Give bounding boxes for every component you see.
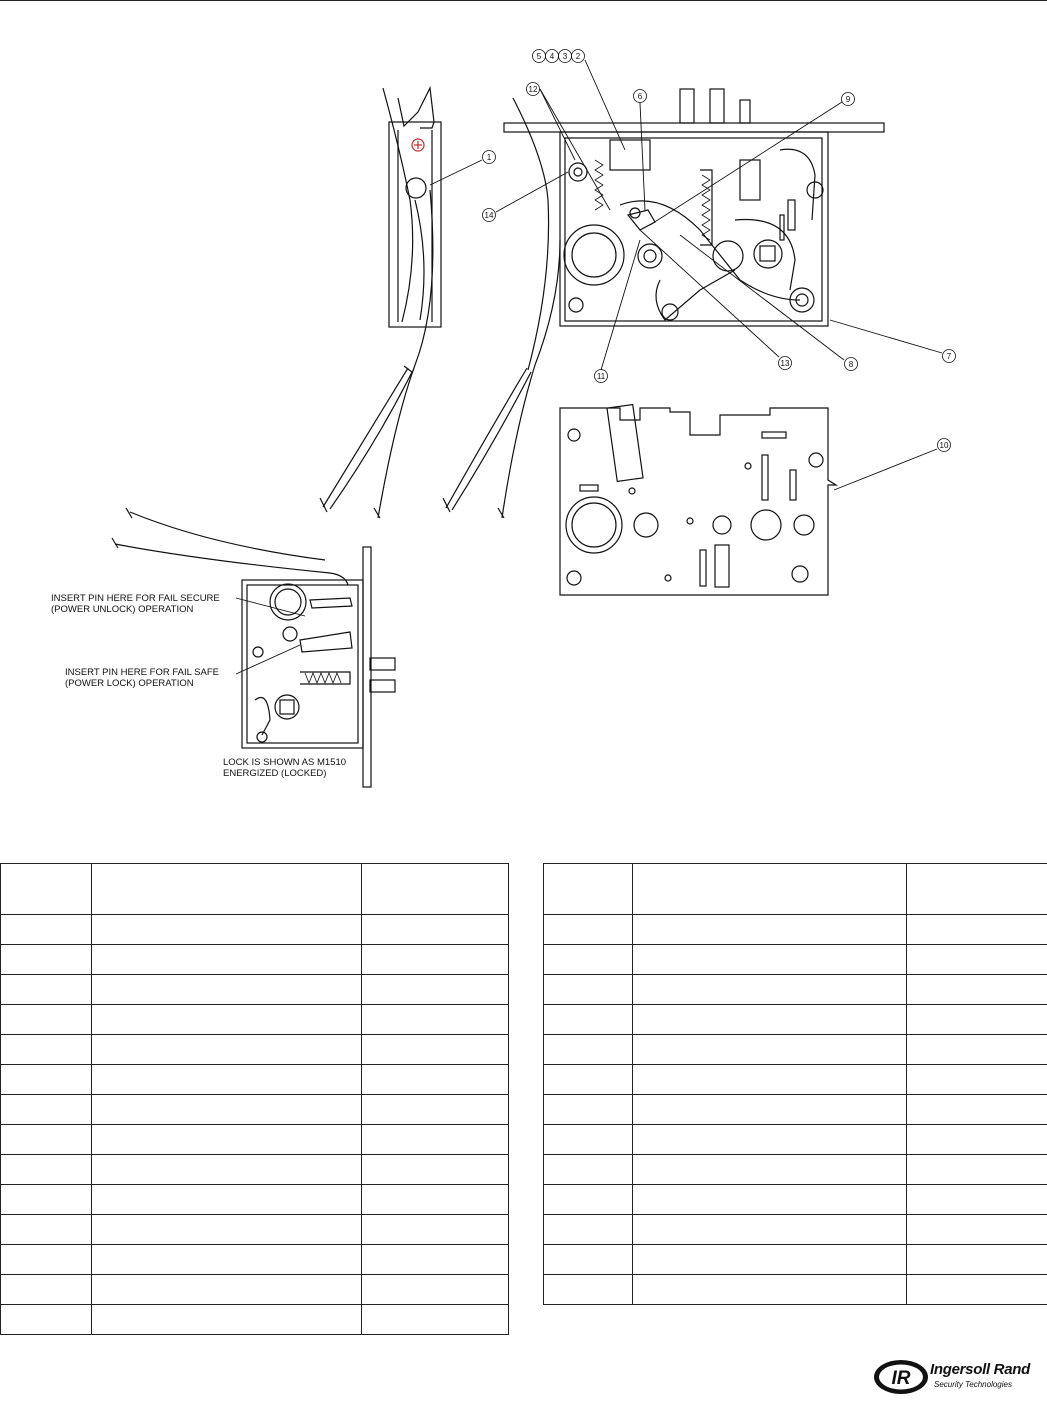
- note-fail-safe-line1: INSERT PIN HERE FOR FAIL SAFE: [65, 667, 219, 678]
- table-row: [1, 1125, 509, 1155]
- table-cell: [907, 915, 1047, 945]
- parts-table-left: [0, 863, 509, 1335]
- table-cell: [92, 1005, 362, 1035]
- table-row: [544, 1215, 1047, 1245]
- table-cell: [544, 1065, 633, 1095]
- table-row: [1, 945, 509, 975]
- table-cell: [1, 975, 92, 1005]
- table-cell: [1, 1035, 92, 1065]
- callout-3-label: 3: [562, 52, 568, 61]
- table-cell: [92, 1215, 362, 1245]
- callout-8-label: 8: [848, 360, 854, 369]
- table-cell: [633, 1155, 907, 1185]
- table-cell: [633, 1185, 907, 1215]
- header-cell: [633, 864, 907, 915]
- table-cell: [1, 1185, 92, 1215]
- header-cell: [907, 864, 1047, 915]
- table-row: [544, 975, 1047, 1005]
- table-cell: [907, 1245, 1047, 1275]
- table-cell: [362, 945, 509, 975]
- table-cell: [1, 1245, 92, 1275]
- table-cell: [1, 1155, 92, 1185]
- side-view: [383, 88, 441, 327]
- table-cell: [362, 1305, 509, 1335]
- table-row: [544, 1065, 1047, 1095]
- table-cell: [907, 1185, 1047, 1215]
- table-cell: [362, 1155, 509, 1185]
- note-shown-as-line1: LOCK IS SHOWN AS M1510: [223, 757, 347, 768]
- note-fail-secure-line2: (POWER UNLOCK) OPERATION: [51, 604, 194, 615]
- table-cell: [907, 1095, 1047, 1125]
- table-cell: [633, 1005, 907, 1035]
- table-cell: [1, 1095, 92, 1125]
- callout-14-label: 14: [484, 211, 494, 220]
- table-row: [1, 1185, 509, 1215]
- table-header-row: [544, 864, 1047, 915]
- table-cell: [362, 1185, 509, 1215]
- note-fail-secure-line1: INSERT PIN HERE FOR FAIL SECURE: [51, 593, 220, 604]
- header-cell: [92, 864, 362, 915]
- note-shown-as-line2: ENERGIZED (LOCKED): [223, 768, 327, 779]
- table-row: [1, 1035, 509, 1065]
- note-fail-safe: [65, 667, 219, 689]
- table-cell: [1, 915, 92, 945]
- table-cell: [92, 1245, 362, 1275]
- table-row: [1, 1155, 509, 1185]
- table-row: [544, 1125, 1047, 1155]
- table-cell: [544, 915, 633, 945]
- table-cell: [1, 1005, 92, 1035]
- table-cell: [92, 945, 362, 975]
- table-cell: [362, 1245, 509, 1275]
- table-cell: [907, 1005, 1047, 1035]
- table-cell: [1, 1215, 92, 1245]
- table-row: [1, 1305, 509, 1335]
- table-cell: [907, 1215, 1047, 1245]
- table-cell: [362, 1215, 509, 1245]
- table-row: [544, 1155, 1047, 1185]
- table-cell: [544, 1005, 633, 1035]
- table-cell: [92, 975, 362, 1005]
- table-cell: [544, 1125, 633, 1155]
- table-cell: [92, 1155, 362, 1185]
- callout-1-label: 1: [486, 153, 492, 162]
- table-cell: [92, 1125, 362, 1155]
- table-cell: [633, 915, 907, 945]
- header-cell: [544, 864, 633, 915]
- table-cell: [1, 1305, 92, 1335]
- table-row: [1, 1245, 509, 1275]
- table-row: [544, 945, 1047, 975]
- table-cell: [362, 915, 509, 945]
- table-cell: [633, 1215, 907, 1245]
- table-cell: [544, 945, 633, 975]
- table-cell: [544, 975, 633, 1005]
- callout-4-label: 4: [549, 52, 555, 61]
- note-fail-safe-line2: (POWER LOCK) OPERATION: [65, 678, 194, 689]
- table-cell: [544, 1035, 633, 1065]
- table-cell: [92, 915, 362, 945]
- table-row: [1, 1005, 509, 1035]
- table-row: [544, 1275, 1047, 1305]
- side-wires: [320, 190, 433, 518]
- front-wires: [443, 98, 560, 518]
- table-cell: [633, 1245, 907, 1275]
- table-cell: [92, 1305, 362, 1335]
- table-cell: [633, 1035, 907, 1065]
- table-cell: [544, 1155, 633, 1185]
- table-cell: [92, 1095, 362, 1125]
- table-row: [544, 1185, 1047, 1215]
- table-cell: [633, 1095, 907, 1125]
- callout-leaders: [430, 60, 942, 490]
- table-cell: [633, 945, 907, 975]
- table-row: [1, 1215, 509, 1245]
- note-fail-secure: [51, 593, 220, 615]
- table-cell: [1, 1275, 92, 1305]
- table-cell: [633, 1275, 907, 1305]
- note-leaders: [236, 598, 305, 674]
- table-cell: [362, 1005, 509, 1035]
- table-cell: [907, 1065, 1047, 1095]
- table-cell: [92, 1275, 362, 1305]
- table-row: [1, 915, 509, 945]
- ingersoll-rand-logo: [872, 1358, 1047, 1405]
- table-cell: [1, 1125, 92, 1155]
- table-cell: [544, 1245, 633, 1275]
- callout-9-label: 9: [845, 95, 851, 104]
- callout-10-label: 10: [939, 441, 949, 450]
- logo-name: Ingersoll Rand: [930, 1361, 1030, 1378]
- callout-6-label: 6: [637, 92, 643, 101]
- parts-table-right: [543, 863, 1047, 1305]
- table-cell: [1, 1065, 92, 1095]
- table-cell: [633, 1065, 907, 1095]
- table-row: [544, 1005, 1047, 1035]
- table-cell: [362, 975, 509, 1005]
- table-cell: [362, 1065, 509, 1095]
- table-cell: [544, 1275, 633, 1305]
- table-cell: [1, 945, 92, 975]
- energized-lock-view: [112, 508, 395, 787]
- table-cell: [544, 1215, 633, 1245]
- table-cell: [544, 1095, 633, 1125]
- callout-5-label: 5: [536, 52, 542, 61]
- callout-7-label: 7: [946, 352, 952, 361]
- table-cell: [92, 1065, 362, 1095]
- callout-2-label: 2: [575, 52, 581, 61]
- table-row: [1, 1275, 509, 1305]
- callout-12-label: 12: [528, 85, 538, 94]
- table-cell: [907, 945, 1047, 975]
- table-cell: [362, 1095, 509, 1125]
- table-row: [544, 915, 1047, 945]
- table-row: [1, 975, 509, 1005]
- logo-tagline: Security Technologies: [934, 1380, 1012, 1389]
- table-cell: [544, 1185, 633, 1215]
- callout-11-label: 11: [596, 372, 606, 381]
- table-row: [1, 1095, 509, 1125]
- table-cell: [92, 1035, 362, 1065]
- table-cell: [633, 975, 907, 1005]
- callout-bubbles: [483, 50, 956, 452]
- header-cell: [362, 864, 509, 915]
- table-cell: [362, 1125, 509, 1155]
- table-header-row: [1, 864, 509, 915]
- table-cell: [362, 1035, 509, 1065]
- table-row: [544, 1035, 1047, 1065]
- table-cell: [907, 1155, 1047, 1185]
- table-cell: [907, 1035, 1047, 1065]
- table-cell: [907, 975, 1047, 1005]
- table-cell: [92, 1185, 362, 1215]
- ir-mark-icon: [872, 1358, 930, 1396]
- table-row: [544, 1245, 1047, 1275]
- table-row: [544, 1095, 1047, 1125]
- header-cell: [1, 864, 92, 915]
- logo-mark-text: IR: [891, 1368, 911, 1389]
- table-cell: [907, 1125, 1047, 1155]
- table-cell: [633, 1125, 907, 1155]
- note-shown-as: [223, 757, 346, 779]
- table-row: [1, 1065, 509, 1095]
- callout-13-label: 13: [780, 359, 790, 368]
- table-cell: [362, 1275, 509, 1305]
- table-cell: [907, 1275, 1047, 1305]
- cover-plate-view: [560, 405, 836, 595]
